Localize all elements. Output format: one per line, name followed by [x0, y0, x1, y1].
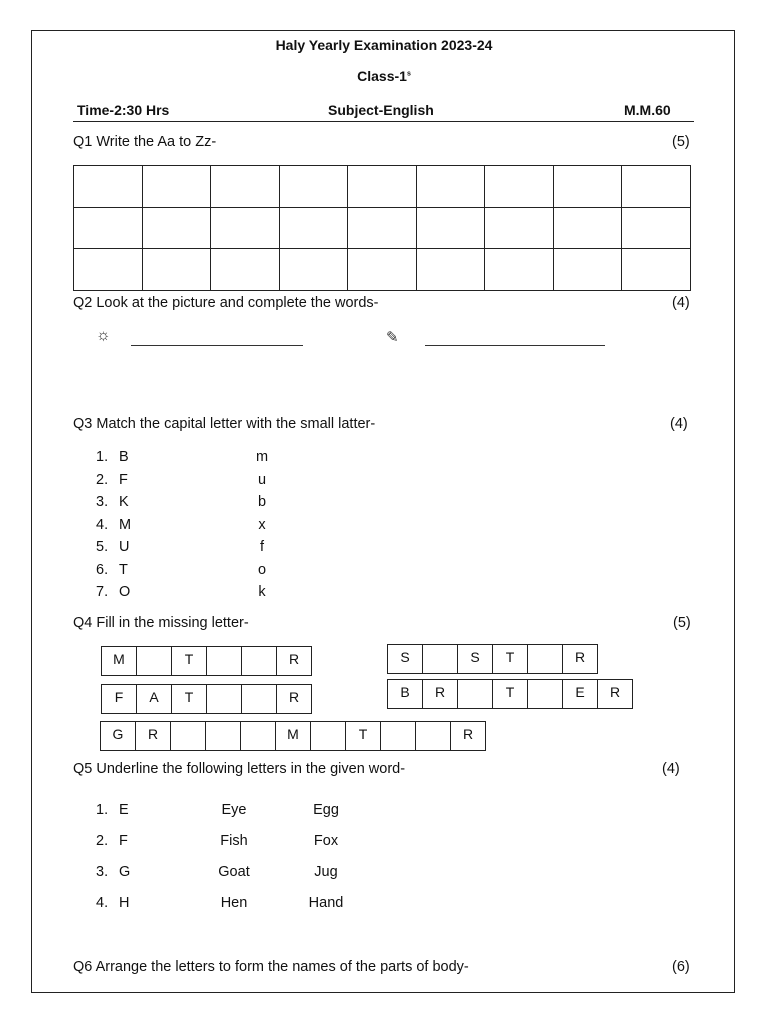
target-letter: H — [119, 895, 130, 911]
box-letter: B — [400, 684, 410, 700]
box-letter: E — [575, 684, 585, 700]
blank-letter-box[interactable] — [206, 646, 242, 676]
box-letter: M — [287, 726, 299, 742]
word-two[interactable]: Fox — [313, 833, 339, 849]
letter-box — [562, 644, 598, 674]
letter-box — [135, 721, 171, 751]
alphabet-grid — [73, 165, 691, 291]
blank-letter-box[interactable] — [527, 644, 563, 674]
box-letter: R — [462, 726, 474, 742]
letter-box — [492, 679, 528, 709]
grid-cell[interactable] — [279, 207, 348, 249]
box-letter: S — [400, 649, 410, 665]
q6-marks: (6) — [672, 959, 690, 975]
grid-cell[interactable] — [74, 166, 143, 208]
grid-row — [74, 166, 691, 208]
box-letter: R — [609, 684, 621, 700]
q5-text: Q5 Underline the following letters in the given word- — [73, 761, 406, 777]
grid-cell[interactable] — [142, 166, 211, 208]
box-letter: T — [184, 689, 194, 705]
box-letter: G — [112, 726, 124, 742]
box-letter: M — [113, 651, 125, 667]
letter-box — [562, 679, 598, 709]
blank-letter-box[interactable] — [170, 721, 206, 751]
grid-cell[interactable] — [553, 166, 622, 208]
small-letter: o — [257, 561, 267, 578]
subject-label: Subject-English — [328, 102, 434, 118]
letter-box — [345, 721, 381, 751]
letter-box — [276, 684, 312, 714]
blank-letter-box[interactable] — [136, 646, 172, 676]
grid-cell[interactable] — [622, 207, 691, 249]
letter-box — [492, 644, 528, 674]
letter-box — [387, 644, 423, 674]
letter-box-word — [101, 646, 312, 676]
letter-box — [100, 721, 136, 751]
grid-cell[interactable] — [348, 207, 417, 249]
letter-box — [136, 684, 172, 714]
blank-letter-box[interactable] — [457, 679, 493, 709]
item-number: 1. — [96, 449, 109, 465]
letter-box — [422, 679, 458, 709]
grid-cell[interactable] — [211, 249, 280, 291]
small-letter: x — [258, 516, 266, 533]
grid-cell[interactable] — [485, 166, 554, 208]
capital-letter: F — [119, 471, 128, 488]
small-letter: k — [258, 584, 266, 600]
grid-cell[interactable] — [348, 166, 417, 208]
grid-cell[interactable] — [553, 207, 622, 249]
blank-letter-box[interactable] — [422, 644, 458, 674]
box-letter: T — [505, 649, 515, 665]
grid-cell[interactable] — [142, 207, 211, 249]
header-rule — [73, 121, 694, 122]
letter-box — [450, 721, 486, 751]
letter-box-word — [387, 679, 633, 709]
word-two[interactable]: Egg — [313, 802, 339, 818]
grid-cell[interactable] — [211, 166, 280, 208]
letter-box — [171, 684, 207, 714]
box-letter: R — [574, 649, 586, 665]
item-number: 6. — [96, 561, 109, 578]
letter-box — [276, 646, 312, 676]
grid-cell[interactable] — [348, 249, 417, 291]
capital-letter: T — [119, 561, 128, 578]
word-one[interactable]: Fish — [220, 833, 248, 849]
blank-letter-box[interactable] — [206, 684, 242, 714]
grid-cell[interactable] — [279, 249, 348, 291]
word-one[interactable]: Goat — [218, 864, 250, 880]
grid-cell[interactable] — [416, 207, 485, 249]
capital-letter: B — [119, 449, 129, 465]
grid-cell[interactable] — [74, 207, 143, 249]
capital-letter: M — [119, 516, 132, 533]
box-letter: S — [470, 649, 480, 665]
capital-letter: U — [119, 539, 130, 555]
grid-cell[interactable] — [416, 249, 485, 291]
word-one[interactable]: Hen — [220, 895, 248, 911]
small-letter: f — [259, 539, 265, 555]
class-text: Class-1 — [357, 68, 407, 84]
grid-cell[interactable] — [485, 207, 554, 249]
grid-cell[interactable] — [622, 249, 691, 291]
item-number: 4. — [96, 895, 109, 911]
grid-cell[interactable] — [74, 249, 143, 291]
letter-box — [387, 679, 423, 709]
item-number: 3. — [96, 494, 109, 510]
answer-line-pen[interactable] — [425, 345, 605, 346]
blank-letter-box[interactable] — [380, 721, 416, 751]
box-letter: F — [114, 689, 124, 705]
small-letter: m — [255, 449, 269, 465]
target-letter: G — [119, 864, 131, 880]
grid-cell[interactable] — [553, 249, 622, 291]
q6-text: Q6 Arrange the letters to form the names of the parts of body- — [73, 959, 469, 975]
sun-icon: ☼ — [96, 327, 111, 344]
word-one[interactable]: Eye — [221, 802, 247, 818]
small-letter: u — [257, 471, 267, 488]
exam-title: Haly Yearly Examination 2023-24 — [275, 37, 493, 53]
grid-cell[interactable] — [485, 249, 554, 291]
letter-box — [171, 646, 207, 676]
q2-text: Q2 Look at the picture and complete the words- — [73, 295, 379, 311]
q5-marks: (4) — [662, 761, 680, 777]
letter-box — [597, 679, 633, 709]
q4-marks: (5) — [673, 615, 691, 631]
q3-text: Q3 Match the capital letter with the small latter- — [73, 416, 376, 432]
word-two[interactable]: Jug — [314, 864, 338, 880]
max-marks-label: M.M.60 — [624, 102, 671, 118]
answer-line-sun[interactable] — [131, 345, 303, 346]
box-letter: T — [505, 684, 515, 700]
target-letter: F — [119, 833, 128, 849]
box-letter: T — [184, 651, 194, 667]
grid-row — [74, 207, 691, 249]
target-letter: E — [119, 802, 129, 818]
item-number: 1. — [96, 802, 109, 818]
box-letter: R — [288, 689, 300, 705]
box-letter: R — [434, 684, 446, 700]
blank-letter-box[interactable] — [527, 679, 563, 709]
grid-cell[interactable] — [622, 166, 691, 208]
q1-marks: (5) — [672, 134, 690, 150]
time-label: Time-2:30 Hrs — [77, 102, 170, 118]
letter-box — [457, 644, 493, 674]
letter-box-word — [100, 721, 486, 751]
q4-text: Q4 Fill in the missing letter- — [73, 615, 249, 631]
letter-box — [101, 646, 137, 676]
item-number: 4. — [96, 516, 109, 533]
pen-icon: ✎ — [386, 329, 399, 346]
class-label — [0, 68, 768, 84]
box-letter: T — [358, 726, 368, 742]
box-letter: R — [288, 651, 300, 667]
blank-letter-box[interactable] — [310, 721, 346, 751]
grid-cell[interactable] — [416, 166, 485, 208]
blank-letter-box[interactable] — [415, 721, 451, 751]
q1-text: Q1 Write the Aa to Zz- — [73, 134, 217, 150]
class-superscript: s — [406, 70, 411, 78]
letter-box — [101, 684, 137, 714]
letter-box — [275, 721, 311, 751]
grid-cell[interactable] — [279, 166, 348, 208]
q2-marks: (4) — [672, 295, 690, 311]
grid-row — [74, 249, 691, 291]
item-number: 5. — [96, 539, 109, 555]
item-number: 7. — [96, 584, 109, 600]
q3-marks: (4) — [670, 416, 688, 432]
box-letter: R — [147, 726, 159, 742]
box-letter: A — [149, 689, 159, 705]
grid-cell[interactable] — [211, 207, 280, 249]
item-number: 2. — [96, 471, 109, 488]
blank-letter-box[interactable] — [240, 721, 276, 751]
item-number: 3. — [96, 864, 109, 880]
grid-cell[interactable] — [142, 249, 211, 291]
blank-letter-box[interactable] — [241, 646, 277, 676]
capital-letter: K — [119, 494, 129, 510]
item-number: 2. — [96, 833, 109, 849]
capital-letter: O — [119, 584, 131, 600]
blank-letter-box[interactable] — [241, 684, 277, 714]
word-two[interactable]: Hand — [308, 895, 344, 911]
letter-box-word — [101, 684, 312, 714]
blank-letter-box[interactable] — [205, 721, 241, 751]
small-letter: b — [257, 494, 267, 510]
letter-box-word — [387, 644, 598, 674]
